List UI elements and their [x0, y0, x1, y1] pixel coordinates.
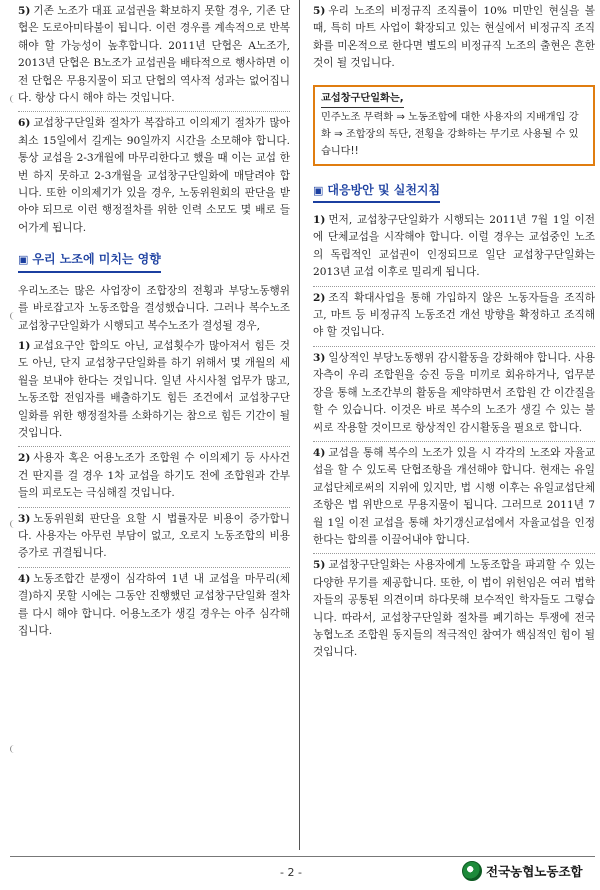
- item-text: 일상적인 부당노동행위 감시활동을 강화해야 합니다. 사용자측이 우리 조합원을 승진 등을 미끼로 회유하거나, 업무분장을 통해 노조간부의 활동을 제약하면서 조합원 간 이간질을 할 수 있습니다. 이것은 바로 복수의 노조가 생길 수 있는 불씨로 작용할 것이므로 항상적인 감시활동을 필요로 합니다.: [313, 351, 595, 434]
- union-logo-icon: [462, 861, 482, 881]
- square-bullet-icon: ▣: [313, 183, 324, 197]
- action-item-5: [313, 554, 595, 665]
- item-text: 교섭창구단일화는 사용자에게 노동조합을 파괴할 수 있는 다양한 무기를 제공합니다. 또한, 이 법이 위헌임은 여러 법학자들의 공통된 의견이며 하다못해 보수적인 학자들도 그렇습니다. 따라서, 교섭창구단일화 절차를 폐기하는 투쟁에 전국농협노조 조합원 동지들의 적극적인 참여가 핵심적인 힘이 될 것입니다.: [313, 559, 595, 659]
- item-number: 5): [313, 559, 326, 572]
- page-number: - 2 -: [280, 866, 302, 879]
- item-text: 사용자 혹은 어용노조가 조합원 수 이의제기 등 사사건건 딴지를 걸 경우 1차 교섭을 하기도 전에 조합원과 간부들의 피로도는 극심해질 것입니다.: [18, 452, 290, 500]
- item-number: 2): [313, 291, 326, 304]
- highlight-box: [313, 85, 595, 166]
- item-number: 6): [18, 117, 31, 130]
- item-number: 1): [18, 339, 31, 352]
- binding-mark: [10, 745, 15, 753]
- highlight-box-text: 민주노조 무력화 ⇒ 노동조합에 대한 사용자의 지배개입 강화 ⇒ 조합장의 독단, 전횡을 강화하는 무기로 사용될 수 있습니다!!: [321, 111, 579, 157]
- action-item-2: [313, 287, 595, 347]
- item-number: 1): [313, 214, 326, 227]
- item-number: 5): [18, 5, 31, 17]
- effect-item-4: [18, 568, 290, 645]
- binding-mark: [10, 312, 15, 320]
- impact-intro: 우리노조는 많은 사업장이 조합장의 전횡과 부당노동행위를 바로잡고자 노동조합을 결성했습니다. 그러나 복수노조 교섭창구단일화가 시행되고 복수노조가 결성될 경우,: [18, 284, 290, 332]
- item-number: 2): [18, 452, 31, 465]
- effect-item-2: [18, 447, 290, 507]
- action-item-1: [313, 209, 595, 287]
- section-heading-text: 우리 노조에 미치는 영향: [32, 252, 161, 267]
- item-number: 3): [313, 351, 326, 364]
- right-column: [313, 0, 595, 666]
- section-heading-actions: [313, 182, 440, 203]
- square-bullet-icon: ▣: [18, 253, 29, 267]
- action-item-4: [313, 442, 595, 554]
- item-text: 먼저, 교섭창구단일화가 시행되는 2011년 7월 1일 이전에 단체교섭을 시작해야 합니다. 이럴 경우는 교섭중인 노조의 독립적인 교섭권이 인정되므로 일단 교섭창구단일화는 2013년 교섭 이후로 밀리게 됩니다.: [313, 214, 595, 279]
- organization-name: 전국농협노동조합: [486, 864, 583, 879]
- item-text: 우리 노조의 비정규직 조직률이 10% 미만인 현실을 볼 때, 특히 마트 사업이 확장되고 있는 현실에서 비정규직 조직화를 미온적으로 한다면 별도의 비정규직 노조의 출현은 흔한 것이 될 것입니다.: [313, 5, 595, 70]
- organization-logo: [462, 861, 583, 881]
- footer-rule: [10, 856, 595, 857]
- binding-mark: [10, 520, 15, 528]
- item-text: 조직 확대사업을 통해 가입하지 않은 노동자들을 조직하고, 마트 등 비정규직 노동조건 개선 방향을 확정하고 조직해야 할 것입니다.: [313, 291, 595, 339]
- section-heading-impact: [18, 251, 161, 272]
- item-text: 교섭을 통해 복수의 노조가 있을 시 각각의 노조와 자율교섭을 할 수 있도록 단협조항을 개선해야 합니다. 현재는 유일교섭단체로써의 지위에 있지만, 법 시행 이후는 유일교섭단체 조항은 법 위반으로 무용지물이 됩니다. 그러므로 2011년 7월 1일 이전 교섭을 통해 차기갱신교섭에서 자율교섭을 인정한다는 합의를 이끌어내야 합니다.: [313, 446, 595, 546]
- item-text: 노동조합간 분쟁이 심각하여 1년 내 교섭을 마무리(체결)하지 못할 시에는 그동안 진행했던 교섭창구단일화 절차를 다시 해야 합니다. 어용노조가 생길 경우는 아주 심각해집니다.: [18, 572, 290, 637]
- section-heading-text: 대응방안 및 실천지침: [327, 182, 441, 197]
- left-column: [18, 0, 290, 644]
- item-text: 기존 노조가 대표 교섭권을 확보하지 못할 경우, 기존 단협은 도로아미타불이 됩니다. 이런 경우를 계속적으로 반복해야 할 가능성이 높후합니다. 2011년 단협은 A노조가, 2013년 단협은 B노조가 교섭권을 배타적으로 행사하면 이전 단협은 무용지물이 되고 단협의 역사적 성과는 없어집니다. 항상 다시 해야 하는 것입니다.: [18, 5, 290, 105]
- effect-item-1: [18, 335, 290, 447]
- item-text: 교섭창구단일화 절차가 복잡하고 이의제기 절차가 많아 최소 15일에서 길게는 90일까지 시간을 소모해야 합니다. 통상 교섭을 2-3개월에 마무리한다고 했을 때 이는 교섭 한번 하지 못하고 2-3개월을 교섭창구단일화에 매달려야 합니다. 또한 이의제기가 있을 경우, 노동위원회의 판단을 받아야 되므로 이런 행정절차를 위한 인력 소모도 몇 배로 들어가게 됩니다.: [18, 117, 290, 234]
- column-divider: [299, 0, 300, 850]
- action-item-3: [313, 347, 595, 442]
- paragraph-item-5: [18, 0, 290, 112]
- item-text: 노동위원회 판단을 요할 시 법률자문 비용이 증가합니다. 사용자는 아무런 부담이 없고, 오로지 노동조합의 비용증가로 귀결됩니다.: [18, 512, 290, 560]
- item-number: 5): [313, 5, 326, 17]
- item-number: 4): [18, 572, 31, 585]
- binding-mark: [10, 95, 15, 103]
- item-text: 교섭요구안 합의도 아닌, 교섭횟수가 많아져서 힘든 것도 아닌, 단지 교섭창구단일화를 하기 위해서 몇 개월의 세월을 보내야 한다는 것입니다. 일년 사시사철 업무가 많고, 노동조합 전임자를 배출하기도 힘든 조건에서 교섭창구단일화를 위한 행정절차를 소화하기는 참으로 힘든 기간이 될 것입니다.: [18, 339, 290, 439]
- effect-item-5: [313, 0, 595, 77]
- effect-item-3: [18, 508, 290, 568]
- paragraph-item-6: [18, 112, 290, 241]
- highlight-box-title: 교섭창구단일화는,: [321, 90, 404, 108]
- item-number: 4): [313, 446, 326, 459]
- item-number: 3): [18, 512, 31, 525]
- page: [10, 0, 600, 890]
